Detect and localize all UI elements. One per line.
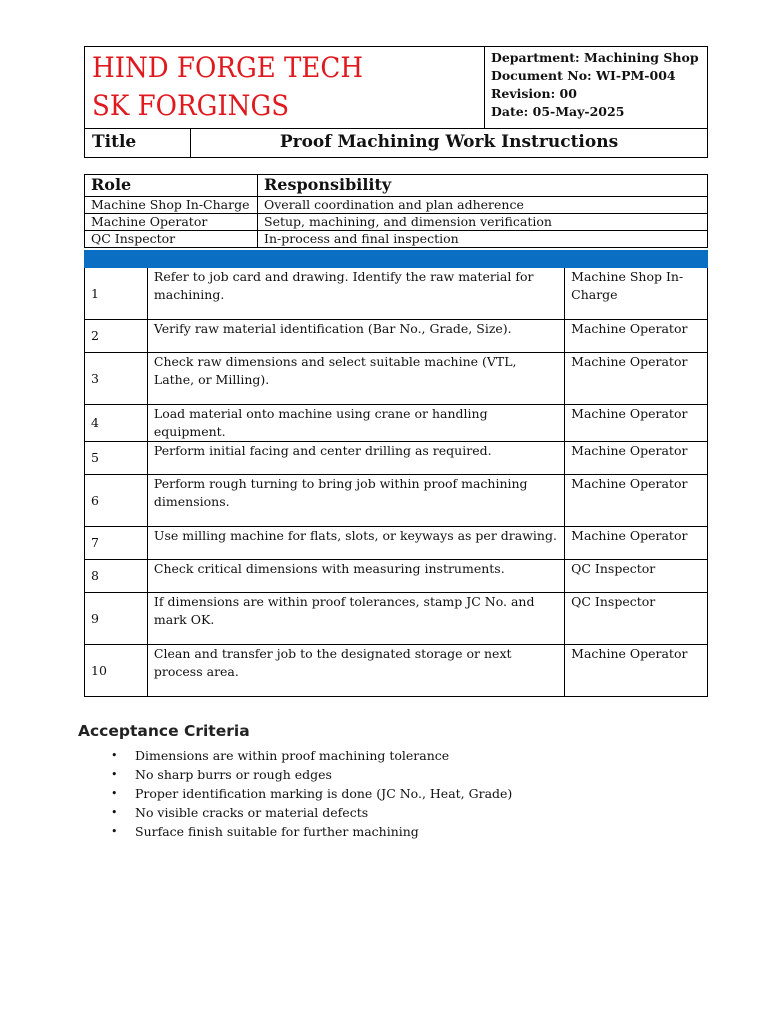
table-row [85, 475, 708, 527]
revision: Revision: 00 [491, 86, 577, 101]
list-item [108, 765, 512, 784]
step-responsible: Machine Shop In-Charge [565, 268, 708, 320]
role-cell: Machine Operator [85, 214, 258, 231]
acceptance-criterion: Dimensions are within proof machining tolerance [135, 748, 450, 763]
acceptance-criteria-heading: Acceptance Criteria [78, 722, 250, 740]
table-row [85, 197, 708, 214]
document-header [84, 46, 708, 158]
document-metadata [485, 47, 707, 128]
step-number: 3 [85, 353, 148, 405]
roles-header-row [85, 175, 708, 197]
list-item [108, 784, 512, 803]
bullet-icon: • [111, 787, 118, 800]
step-description: Refer to job card and drawing. Identify the raw material for machining. [147, 268, 564, 320]
step-description: Check raw dimensions and select suitable machine (VTL, Lathe, or Milling). [147, 353, 564, 405]
step-description: Perform initial facing and center drilling as required. [147, 442, 564, 475]
document-number: Document No: WI-PM-004 [491, 68, 676, 83]
step-responsible: Machine Operator [565, 475, 708, 527]
responsibility-cell: In-process and final inspection [258, 231, 708, 248]
step-responsible: Machine Operator [565, 645, 708, 697]
company-name-block [85, 47, 485, 128]
step-description: Load material onto machine using crane or handling equipment. [147, 405, 564, 442]
acceptance-criteria-list [108, 746, 512, 841]
table-row [85, 442, 708, 475]
step-number: 6 [85, 475, 148, 527]
step-number: 1 [85, 268, 148, 320]
responsibility-column-header: Responsibility [258, 175, 708, 197]
step-responsible: Machine Operator [565, 353, 708, 405]
step-description: Check critical dimensions with measuring instruments. [147, 560, 564, 593]
acceptance-criterion: No visible cracks or material defects [135, 805, 369, 820]
table-row [85, 405, 708, 442]
table-row [85, 593, 708, 645]
step-responsible: Machine Operator [565, 405, 708, 442]
step-description: Verify raw material identification (Bar No., Grade, Size). [147, 320, 564, 353]
role-cell: Machine Shop In-Charge [85, 197, 258, 214]
title-label: Title [85, 129, 191, 158]
title-row [85, 128, 707, 157]
table-row [85, 268, 708, 320]
table-row [85, 645, 708, 697]
bullet-icon: • [111, 749, 118, 762]
step-responsible: Machine Operator [565, 320, 708, 353]
steps-header-band [85, 251, 708, 268]
role-column-header: Role [85, 175, 258, 197]
step-description: Clean and transfer job to the designated storage or next process area. [147, 645, 564, 697]
responsibility-cell: Setup, machining, and dimension verification [258, 214, 708, 231]
acceptance-criterion: No sharp burrs or rough edges [135, 767, 332, 782]
document-title: Proof Machining Work Instructions [279, 132, 619, 152]
step-description: Use milling machine for flats, slots, or keyways as per drawing. [147, 527, 564, 560]
roles-table [84, 174, 708, 248]
document-date: Date: 05-May-2025 [491, 104, 625, 119]
step-number: 7 [85, 527, 148, 560]
bullet-icon: • [111, 825, 118, 838]
table-row [85, 353, 708, 405]
table-row [85, 560, 708, 593]
step-number: 10 [85, 645, 148, 697]
bullet-icon: • [111, 768, 118, 781]
role-cell: QC Inspector [85, 231, 258, 248]
acceptance-criterion: Surface finish suitable for further machining [135, 824, 419, 839]
table-row [85, 320, 708, 353]
list-item [108, 746, 512, 765]
company-name-line1: HIND FORGE TECH [92, 51, 364, 84]
bullet-icon: • [111, 806, 118, 819]
step-responsible: Machine Operator [565, 527, 708, 560]
table-row [85, 214, 708, 231]
step-description: Perform rough turning to bring job within proof machining dimensions. [147, 475, 564, 527]
acceptance-criterion: Proper identification marking is done (JC No., Heat, Grade) [135, 786, 513, 801]
steps-table [84, 250, 708, 697]
list-item [108, 803, 512, 822]
step-responsible: QC Inspector [565, 593, 708, 645]
step-responsible: QC Inspector [565, 560, 708, 593]
step-number: 8 [85, 560, 148, 593]
department: Department: Machining Shop [491, 50, 699, 65]
step-number: 2 [85, 320, 148, 353]
step-responsible: Machine Operator [565, 442, 708, 475]
step-number: 5 [85, 442, 148, 475]
step-number: 9 [85, 593, 148, 645]
responsibility-cell: Overall coordination and plan adherence [258, 197, 708, 214]
step-description: If dimensions are within proof tolerances, stamp JC No. and mark OK. [147, 593, 564, 645]
step-number: 4 [85, 405, 148, 442]
table-row [85, 527, 708, 560]
table-row [85, 231, 708, 248]
list-item [108, 822, 512, 841]
company-name-line2: SK FORGINGS [92, 89, 290, 122]
